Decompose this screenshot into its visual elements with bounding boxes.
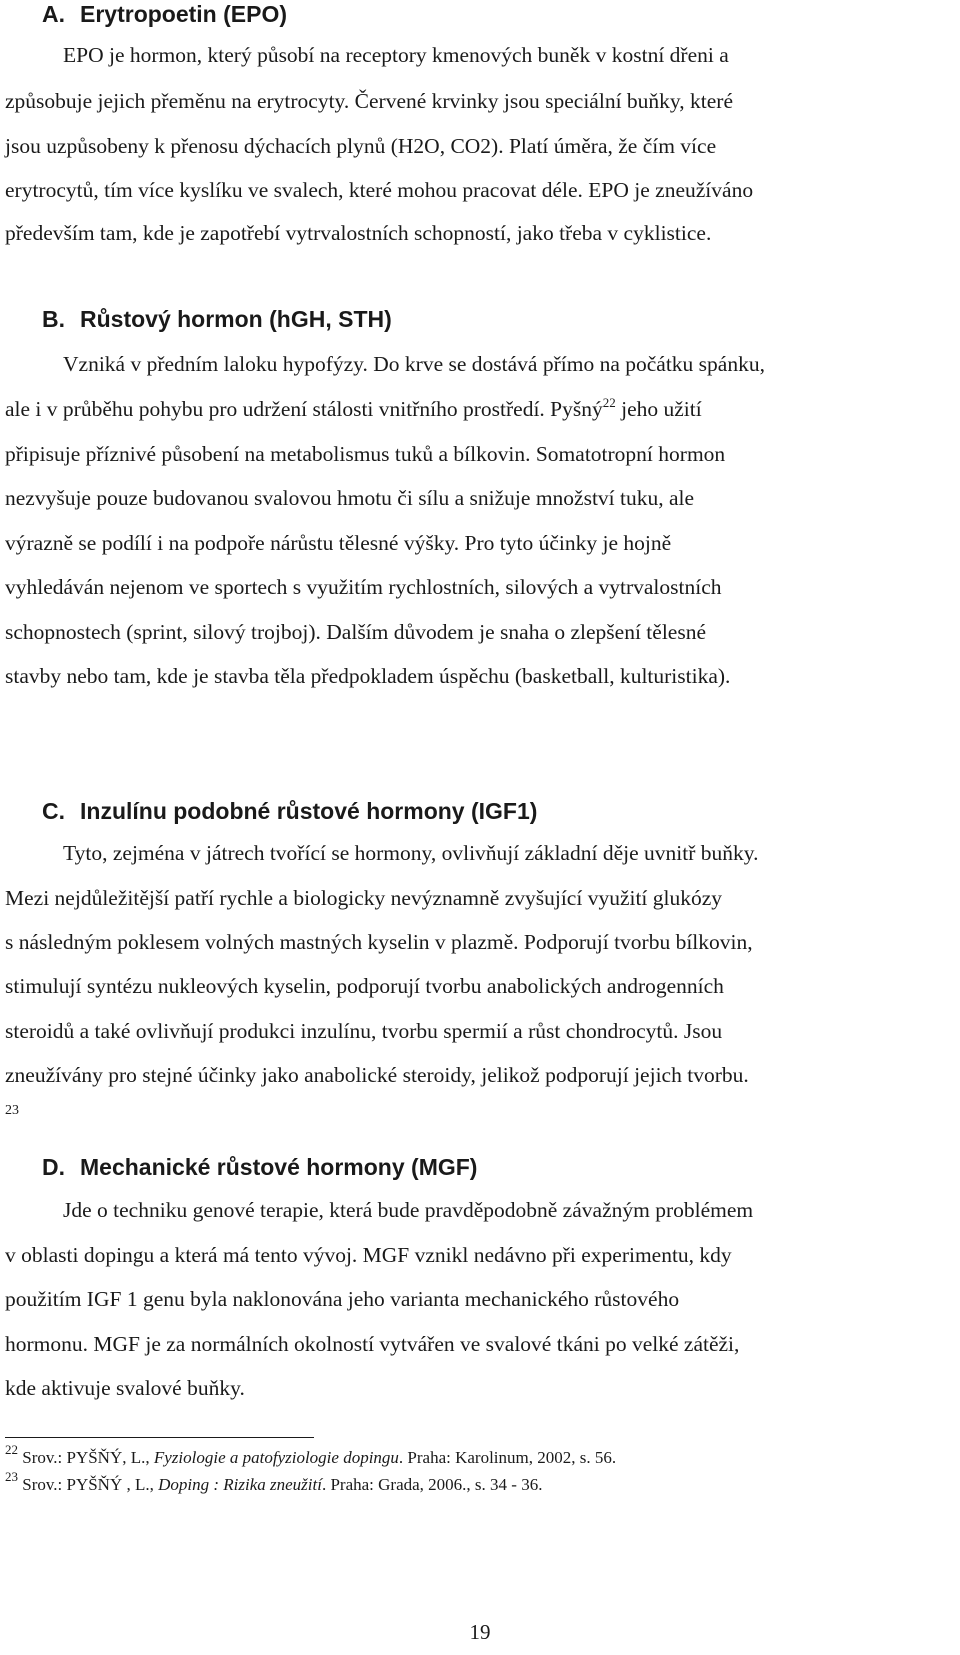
paragraph-line: použitím IGF 1 genu byla naklonována jeho varianta mechanického růstového bbox=[5, 1287, 680, 1311]
footnote-ref: 23 bbox=[5, 1103, 19, 1118]
section-letter: D. bbox=[42, 1154, 65, 1180]
paragraph-line: s následným poklesem volných mastných kyselin v plazmě. Podporují tvorbu bílkovin, bbox=[5, 930, 753, 954]
paragraph-line: Mezi nejdůležitější patří rychle a biologicky nevýznamně zvyšující využití glukózy bbox=[5, 886, 723, 910]
section-heading-c bbox=[42, 797, 537, 825]
paragraph-line: nezvyšuje pouze budovanou svalovou hmotu či sílu a snižuje množství tuku, ale bbox=[5, 486, 695, 510]
paragraph-text: jeho užití bbox=[615, 397, 702, 421]
paragraph-line: připisuje příznivé působení na metabolismus tuků a bílkovin. Somatotropní hormon bbox=[5, 442, 726, 466]
section-title: Inzulínu podobné růstové hormony (IGF1) bbox=[80, 798, 538, 824]
section-heading-a bbox=[42, 0, 287, 28]
footnote-title: Fyziologie a patofyziologie dopingu bbox=[153, 1448, 399, 1467]
footnote-prefix: Srov.: PYŠŇÝ , L., bbox=[22, 1475, 159, 1494]
section-title: Růstový hormon (hGH, STH) bbox=[80, 306, 392, 332]
footnote-ref: 22 bbox=[602, 395, 616, 410]
section-heading-b bbox=[42, 305, 392, 333]
paragraph-line: Vzniká v předním laloku hypofýzy. Do krve se dostává přímo na počátku spánku, bbox=[63, 352, 765, 376]
footnote bbox=[5, 1469, 543, 1496]
paragraph-line: hormonu. MGF je za normálních okolností vytvářen ve svalové tkáni po velké zátěži, bbox=[5, 1332, 740, 1356]
footnote bbox=[5, 1442, 617, 1469]
paragraph-line: EPO je hormon, který působí na receptory kmenových buněk v kostní dřeni a bbox=[63, 43, 729, 67]
section-heading-d bbox=[42, 1153, 477, 1181]
paragraph-line: především tam, kde je zapotřebí vytrvalostních schopností, jako třeba v cyklistice. bbox=[5, 221, 712, 245]
section-letter: A. bbox=[42, 1, 65, 27]
footnote-prefix: Srov.: PYŠŇÝ, L., bbox=[22, 1448, 154, 1467]
section-letter: C. bbox=[42, 798, 65, 824]
footnote-divider bbox=[5, 1437, 314, 1438]
section-letter: B. bbox=[42, 306, 65, 332]
paragraph-line: steroidů a také ovlivňují produkci inzulínu, tvorbu spermií a růst chondrocytů. Jsou bbox=[5, 1019, 723, 1043]
paragraph-line: erytrocytů, tím více kyslíku ve svalech, které mohou pracovat déle. EPO je zneužíváno bbox=[5, 178, 754, 202]
page-number: 19 bbox=[469, 1620, 491, 1644]
section-title: Mechanické růstové hormony (MGF) bbox=[80, 1154, 478, 1180]
paragraph-line: výrazně se podílí i na podpoře nárůstu tělesné výšky. Pro tyto účinky je hojně bbox=[5, 531, 672, 555]
footnote-title: Doping : Rizika zneužití bbox=[158, 1475, 322, 1494]
paragraph-line: kde aktivuje svalové buňky. bbox=[5, 1376, 245, 1400]
paragraph-text: ale i v průběhu pohybu pro udržení stálosti vnitřního prostředí. Pyšný bbox=[5, 397, 603, 421]
paragraph-line: schopnostech (sprint, silový trojboj). Dalším důvodem je snaha o zlepšení tělesné bbox=[5, 620, 706, 644]
section-title: Erytropoetin (EPO) bbox=[80, 1, 288, 27]
paragraph-line: vyhledáván nejenom ve sportech s využitím rychlostních, silových a vytrvalostních bbox=[5, 575, 722, 599]
paragraph-line: Jde o techniku genové terapie, která bude pravděpodobně závažným problémem bbox=[63, 1198, 754, 1222]
paragraph-line: stavby nebo tam, kde je stavba těla předpokladem úspěchu (basketball, kulturistika). bbox=[5, 664, 731, 688]
paragraph-line: Tyto, zejména v játrech tvořící se hormony, ovlivňují základní děje uvnitř buňky. bbox=[63, 841, 759, 865]
paragraph-line: způsobuje jejich přeměnu na erytrocyty. Červené krvinky jsou speciální buňky, které bbox=[5, 89, 733, 113]
footnote-number: 23 bbox=[5, 1469, 18, 1484]
paragraph-line: v oblasti dopingu a která má tento vývoj. MGF vznikl nedávno při experimentu, kdy bbox=[5, 1243, 732, 1267]
paragraph-line: stimulují syntézu nukleových kyselin, podporují tvorbu anabolických androgenních bbox=[5, 974, 724, 998]
paragraph-line: jsou uzpůsobeny k přenosu dýchacích plynů (H2O, CO2). Platí úměra, že čím více bbox=[5, 134, 717, 158]
footnote-number: 22 bbox=[5, 1442, 18, 1457]
paragraph-line: zneužívány pro stejné účinky jako anabolické steroidy, jelikož podporují jejich tvorbu. bbox=[5, 1063, 749, 1087]
paragraph-line bbox=[5, 396, 702, 422]
footnote-suffix: . Praha: Karolinum, 2002, s. 56. bbox=[398, 1448, 617, 1467]
footnote-suffix: . Praha: Grada, 2006., s. 34 - 36. bbox=[321, 1475, 543, 1494]
